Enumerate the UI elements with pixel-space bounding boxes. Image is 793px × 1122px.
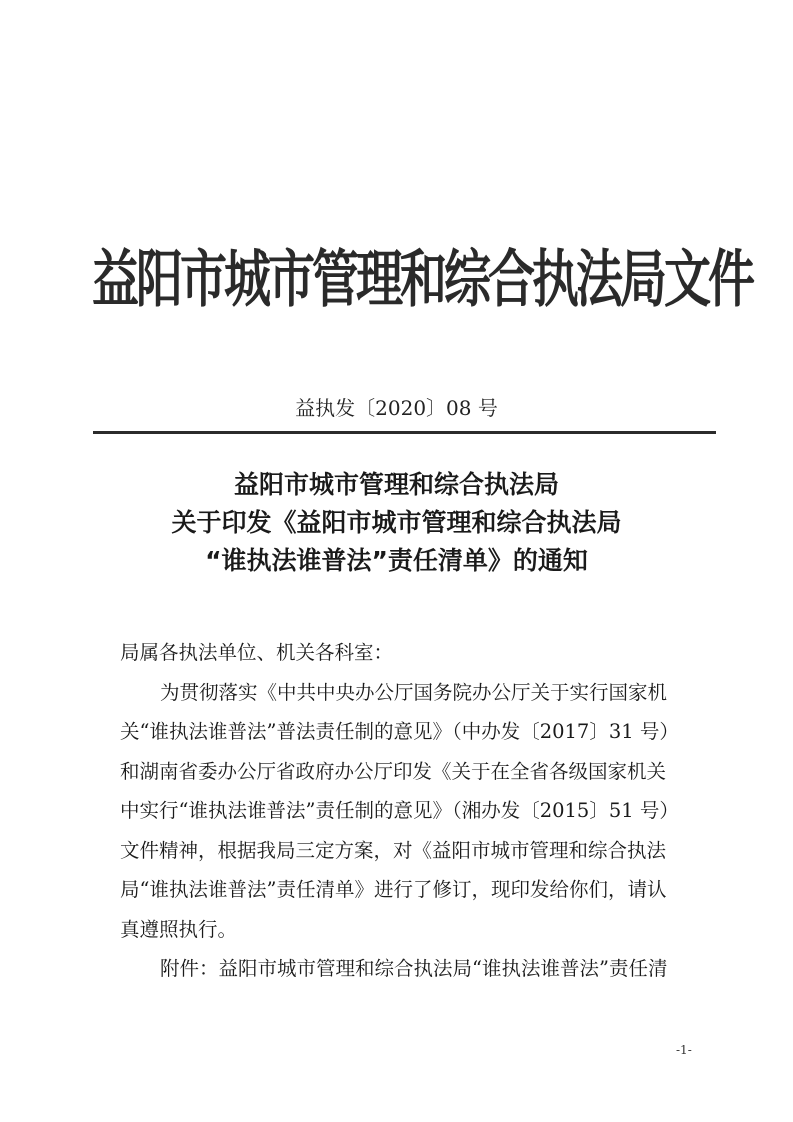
paragraph-line: 局“谁执法谁普法”责任清单》进行了修订，现印发给你们，请认 xyxy=(120,878,667,901)
notice-title-line-3: “谁执法谁普法”责任清单》的通知 xyxy=(205,546,588,575)
document-number: 益执发〔2020〕08 号 xyxy=(295,396,498,420)
paragraph-line: 中实行“谁执法谁普法”责任制的意见》（湘办发〔2015〕51 号） xyxy=(120,799,679,822)
header-divider-rule xyxy=(93,431,716,434)
paragraph-line: 文件精神，根据我局三定方案，对《益阳市城市管理和综合执法 xyxy=(120,838,667,862)
paragraph-line: 真遵照执行。 xyxy=(120,917,238,941)
notice-title xyxy=(0,466,793,580)
paragraph-line: 关“谁执法谁普法”普法责任制的意见》（中办发〔2017〕31 号） xyxy=(120,720,679,743)
notice-title-line-2: 关于印发《益阳市城市管理和综合执法局 xyxy=(171,508,622,537)
paragraph-line: 和湖南省委办公厅省政府办公厅印发《关于在全省各级国家机关 xyxy=(120,759,667,783)
attachment-line: 附件：益阳市城市管理和综合执法局“谁执法谁普法”责任清 xyxy=(160,957,668,980)
salutation: 局属各执法单位、机关各科室： xyxy=(120,641,394,664)
notice-body xyxy=(120,633,720,989)
page-number: -1- xyxy=(676,1043,692,1057)
issuing-authority-header: 益阳市城市管理和综合执法局文件 xyxy=(92,243,752,317)
notice-title-line-1: 益阳市城市管理和综合执法局 xyxy=(233,470,559,499)
paragraph-line: 为贯彻落实《中共中央办公厅国务院办公厅关于实行国家机 xyxy=(160,680,668,704)
